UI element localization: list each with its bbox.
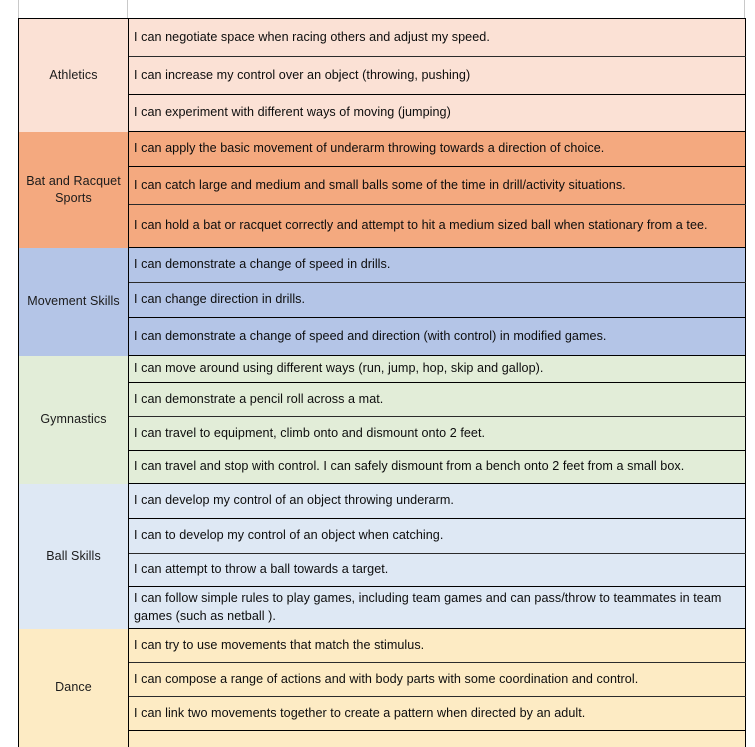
statement-cell: I can attempt to throw a ball towards a target. <box>129 554 746 587</box>
statement-cell: I can change direction in drills. <box>129 283 746 318</box>
table-row <box>19 248 746 283</box>
table-row <box>19 132 746 167</box>
statement-cell: I can travel and stop with control. I can safely dismount from a bench onto 2 feet from a small box. <box>129 451 746 484</box>
statement-cell: I can follow simple rules to play games, including team games and can pass/throw to teammates in team games (such as netball ). <box>129 587 746 629</box>
unit-name-cell: Athletics <box>19 19 129 132</box>
table-row <box>19 383 746 417</box>
statement-cell: I can demonstrate a change of speed in drills. <box>129 248 746 283</box>
unit-name-cell: Movement Skills <box>19 248 129 356</box>
statement-cell: I can compose a range of actions and with body parts with some coordination and control. <box>129 663 746 697</box>
table-row <box>19 356 746 383</box>
statement-cell: I can link two movements together to create a pattern when directed by an adult. <box>129 697 746 731</box>
header-cell-statement <box>129 0 745 18</box>
table-row <box>19 697 746 731</box>
statement-cell: I can experiment with different ways of moving (jumping) <box>129 95 746 132</box>
table-row <box>19 587 746 629</box>
table-row <box>19 554 746 587</box>
table-row <box>19 95 746 132</box>
unit-name-cell: Dance <box>19 629 129 747</box>
unit-name-cell: Ball Skills <box>19 484 129 629</box>
table-row <box>19 19 746 57</box>
table-row <box>19 417 746 451</box>
table-row <box>19 731 746 747</box>
statement-cell: I can to develop my control of an object when catching. <box>129 519 746 554</box>
statement-cell: I can move around using different ways (run, jump, hop, skip and gallop). <box>129 356 746 383</box>
statement-cell: I can try to use movements that match the stimulus. <box>129 629 746 663</box>
header-cell-unit <box>18 0 128 18</box>
table-row <box>19 205 746 248</box>
statement-cell: I can demonstrate a change of speed and direction (with control) in modified games. <box>129 318 746 356</box>
statement-cell: I can catch large and medium and small balls some of the time in drill/activity situations. <box>129 167 746 205</box>
statement-cell: I can apply the basic movement of underarm throwing towards a direction of choice. <box>129 132 746 167</box>
table-row <box>19 663 746 697</box>
statement-cell: I can develop my control of an object throwing underarm. <box>129 484 746 519</box>
table-row <box>19 283 746 318</box>
table-row <box>19 318 746 356</box>
unit-name-cell: Bat and Racquet Sports <box>19 132 129 248</box>
statement-cell: I can negotiate space when racing others and adjust my speed. <box>129 19 746 57</box>
table-row <box>19 484 746 519</box>
sheet-header-row <box>0 0 755 18</box>
statement-cell: I can increase my control over an object (throwing, pushing) <box>129 57 746 95</box>
unit-name-cell: Gymnastics <box>19 356 129 484</box>
table-row <box>19 167 746 205</box>
table-row <box>19 57 746 95</box>
table-row <box>19 519 746 554</box>
pe-curriculum-table <box>18 18 746 747</box>
statement-cell: I can demonstrate a pencil roll across a mat. <box>129 383 746 417</box>
statement-cell: I can hold a bat or racquet correctly and attempt to hit a medium sized ball when stationary from a tee. <box>129 205 746 248</box>
table-row <box>19 451 746 484</box>
table-row <box>19 629 746 663</box>
statement-cell: I can travel to equipment, climb onto and dismount onto 2 feet. <box>129 417 746 451</box>
statement-cell <box>129 731 746 747</box>
